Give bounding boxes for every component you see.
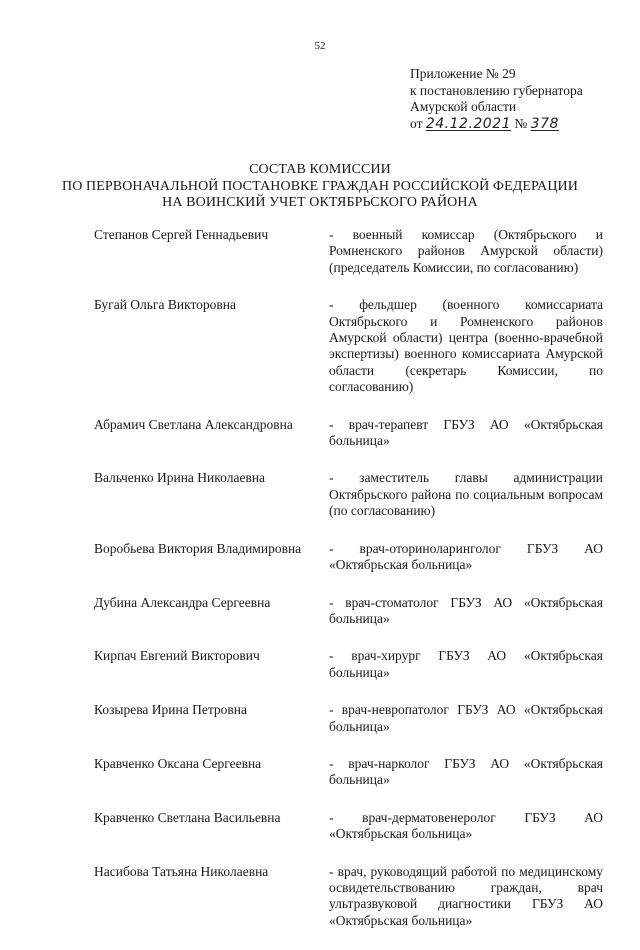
member-row [94,702,614,735]
member-name: Бугай Ольга Викторовна [94,297,237,313]
member-role: - заместитель главы администрации Октябрьского района по социальным вопросам (по согласованию) [329,470,603,519]
member-role: - военный комиссар (Октябрьского и Ромненского районов Амурской области) (председатель Комиссии, по согласованию) [329,227,603,275]
member-role: - врач-невропатолог ГБУЗ АО «Октябрьская больница» [329,702,603,734]
title-line-2: ПО ПЕРВОНАЧАЛЬНОЙ ПОСТАНОВКЕ ГРАЖДАН РОССИЙСКОЙ ФЕДЕРАЦИИ [62,178,578,194]
member-row [94,417,614,450]
date-prefix: от [410,115,423,131]
member-name: Козырева Ирина Петровна [94,702,248,718]
member-role: - фельдшер (военного комиссариата Октябрьского и Ромненского районов Амурской области) центра (военно-врачебной экспертизы) военного комиссариата Амурской области (секретарь Комиссии, по согласованию) [329,297,603,395]
page-number: 52 [314,40,326,52]
appendix-header [410,66,583,132]
document-title [0,162,640,212]
member-role: - врач-хирург ГБУЗ АО «Октябрьская больница» [329,648,603,680]
appendix-line-2: к постановлению губернатора [410,82,583,98]
member-name: Воробьева Виктория Владимировна [94,540,302,556]
member-name: Абрамич Светлана Александровна [94,416,293,432]
title-line-3: НА ВОИНСКИЙ УЧЕТ ОКТЯБРЬСКОГО РАЙОНА [162,195,478,210]
commission-members-list [94,227,614,950]
member-row [94,595,614,628]
member-role: - врач-терапевт ГБУЗ АО «Октябрьская больница» [329,416,603,449]
handwritten-number: 378 [530,115,559,132]
appendix-line-3: Амурской области [410,99,517,114]
member-row [94,297,614,395]
member-role: - врач-нарколог ГБУЗ АО «Октябрьская больница» [329,755,603,788]
member-role: - врач-дерматовенеролог ГБУЗ АО «Октябрьская больница» [329,809,603,842]
appendix-line-1: Приложение № 29 [410,66,516,81]
title-line-1: СОСТАВ КОМИССИИ [249,162,391,177]
member-role: - врач, руководящий работой по медицинскому освидетельствованию граждан, врач ультразвуковой диагностики ГБУЗ АО «Октябрьская больница» [329,863,603,928]
member-row [94,756,614,789]
member-row [94,470,614,519]
member-name: Вальченко Ирина Николаевна [94,470,266,486]
appendix-date-line [410,116,583,133]
member-name: Кравченко Оксана Сергеевна [94,755,262,771]
member-name: Степанов Сергей Геннадьевич [94,227,269,242]
member-role: - врач-оториноларинголог ГБУЗ АО «Октябрьская больница» [329,540,603,573]
member-name: Кравченко Светлана Васильевна [94,809,281,825]
member-role: - врач-стоматолог ГБУЗ АО «Октябрьская больница» [329,594,603,626]
member-name: Дубина Александра Сергеевна [94,594,271,610]
member-row [94,810,614,843]
number-prefix: № [514,115,528,131]
member-name: Насибова Татьяна Николаевна [94,863,269,879]
member-row [94,648,614,681]
member-row [94,864,614,930]
member-name: Кирпач Евгений Викторович [94,648,260,664]
member-row [94,541,614,574]
member-row [94,227,614,276]
handwritten-date: 24.12.2021 [425,115,512,132]
